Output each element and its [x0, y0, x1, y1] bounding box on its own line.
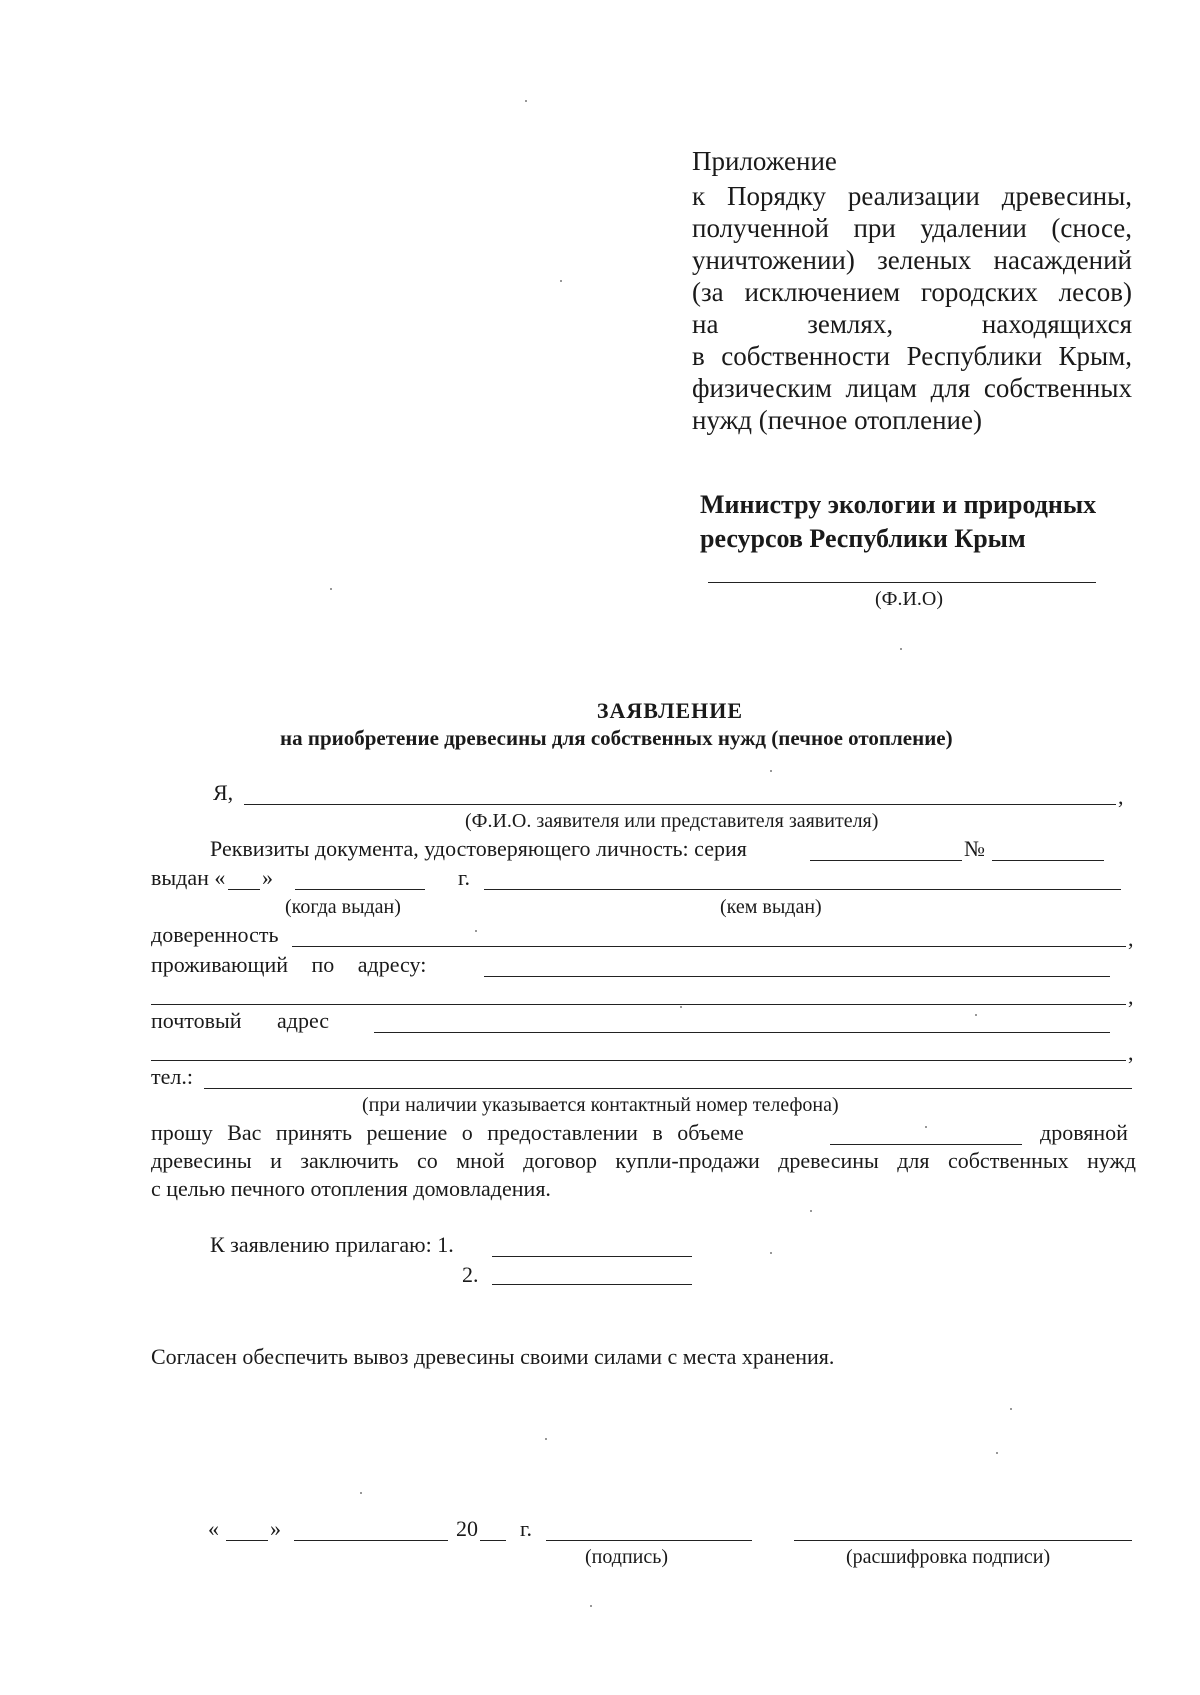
signature-decoding-caption: (расшифровка подписи) [846, 1546, 1051, 1568]
proxy-label: доверенность [151, 922, 279, 947]
scan-speck [996, 1452, 998, 1454]
by-whom-caption: (кем выдан) [720, 896, 822, 918]
id-number-field[interactable] [992, 860, 1104, 861]
ya-label: Я, [213, 780, 234, 805]
request-line-2: древесины и заключить со мной договор купли-продажи древесины для собственных нужд [151, 1148, 1136, 1173]
annex-line: к Порядку реализации древесины, [692, 181, 1132, 211]
attachment-1-field[interactable] [492, 1256, 692, 1257]
id-doc-label: Реквизиты документа, удостоверяющего личность: серия [210, 836, 747, 861]
annex-line: уничтожении) зеленых насаждений [692, 245, 1132, 275]
sig-year-suffix: г. [520, 1516, 533, 1541]
postal-address-field[interactable] [374, 1032, 1110, 1033]
annex-text [692, 180, 1132, 436]
annex-line: (за исключением городских лесов) [692, 277, 1132, 307]
issued-date-field[interactable] [295, 889, 425, 890]
document-title: ЗАЯВЛЕНИЕ [596, 698, 744, 723]
residing-address-field-2[interactable] [151, 1004, 1126, 1005]
scan-speck [810, 1210, 812, 1212]
volume-field[interactable] [830, 1144, 1022, 1145]
annex-line: на землях, находящихся [692, 309, 1132, 339]
request-line-1a: прошу Вас принять решение о предоставлении в объеме [151, 1120, 744, 1145]
addressee-line-1: Министру экологии и природных [700, 490, 1097, 519]
scan-speck [975, 1014, 977, 1016]
addressee-line-2: ресурсов Республики Крым [700, 524, 1026, 553]
scan-speck [1010, 1408, 1012, 1410]
scan-speck [900, 648, 902, 650]
attachment-2-field[interactable] [492, 1284, 692, 1285]
addressee [700, 488, 1096, 556]
comma: , [1118, 784, 1124, 809]
scan-speck [770, 1252, 772, 1254]
proxy-field[interactable] [292, 946, 1126, 947]
signature-field[interactable] [546, 1540, 752, 1541]
sig-year-prefix: 20 [456, 1516, 478, 1541]
issued-by-field[interactable] [484, 889, 1121, 890]
signature-decoding-field[interactable] [794, 1540, 1132, 1541]
comma: , [1128, 1040, 1134, 1065]
sig-month-field[interactable] [294, 1540, 448, 1541]
issued-close-quote: » [262, 865, 273, 890]
sig-day-field[interactable] [226, 1540, 268, 1541]
attachments-label: К заявлению прилагаю: 1. [210, 1232, 454, 1257]
annex-line: физическим лицам для собственных [692, 373, 1132, 403]
scan-speck [525, 100, 527, 102]
scan-speck [590, 1605, 592, 1607]
scan-speck [560, 280, 562, 282]
request-line-1b: дровяной [1040, 1120, 1128, 1145]
annex-line: нужд (печное отопление) [692, 405, 982, 435]
attachment-2-label: 2. [462, 1262, 479, 1287]
sig-year-field[interactable] [480, 1540, 506, 1541]
scan-speck [360, 1492, 362, 1494]
document-subtitle: на приобретение древесины для собственных нужд (печное отопление) [280, 726, 953, 750]
residing-label: проживающий по адресу: [151, 952, 427, 977]
number-sign: № [964, 836, 985, 861]
scan-speck [545, 1438, 547, 1440]
annex-title: Приложение [692, 146, 837, 176]
scan-speck [770, 770, 772, 772]
postal-address-field-2[interactable] [151, 1060, 1126, 1061]
consent-text: Согласен обеспечить вывоз древесины своими силами с места хранения. [151, 1344, 835, 1369]
comma: , [1128, 926, 1134, 951]
postal-label: почтовый адрес [151, 1008, 330, 1033]
scan-speck [925, 1126, 927, 1128]
phone-label: тел.: [151, 1064, 193, 1089]
residing-address-field[interactable] [484, 976, 1110, 977]
request-line-3: с целью печного отопления домовладения. [151, 1176, 551, 1201]
scan-speck [330, 588, 332, 590]
scan-speck [680, 1006, 682, 1008]
id-series-field[interactable] [810, 860, 962, 861]
sig-quote-close: » [270, 1516, 281, 1541]
annex-line: полученной при удалении (сносе, [692, 213, 1132, 243]
comma: , [1128, 984, 1134, 1009]
scan-speck [475, 930, 477, 932]
annex-line: в собственности Республики Крым, [692, 341, 1132, 371]
minister-fio-caption: (Ф.И.О) [875, 588, 944, 610]
phone-field[interactable] [204, 1088, 1132, 1089]
applicant-caption: (Ф.И.О. заявителя или представителя заявителя) [465, 810, 879, 832]
phone-caption: (при наличии указывается контактный номер телефона) [362, 1094, 839, 1116]
minister-fio-field[interactable] [708, 582, 1096, 583]
signature-caption: (подпись) [585, 1546, 669, 1568]
sig-quote-open: « [208, 1516, 219, 1541]
applicant-fio-field[interactable] [244, 804, 1116, 805]
when-issued-caption: (когда выдан) [285, 896, 401, 918]
issued-prefix: выдан « [151, 865, 226, 890]
issued-day-field[interactable] [228, 889, 260, 890]
issued-year-abbr: г. [458, 865, 471, 890]
